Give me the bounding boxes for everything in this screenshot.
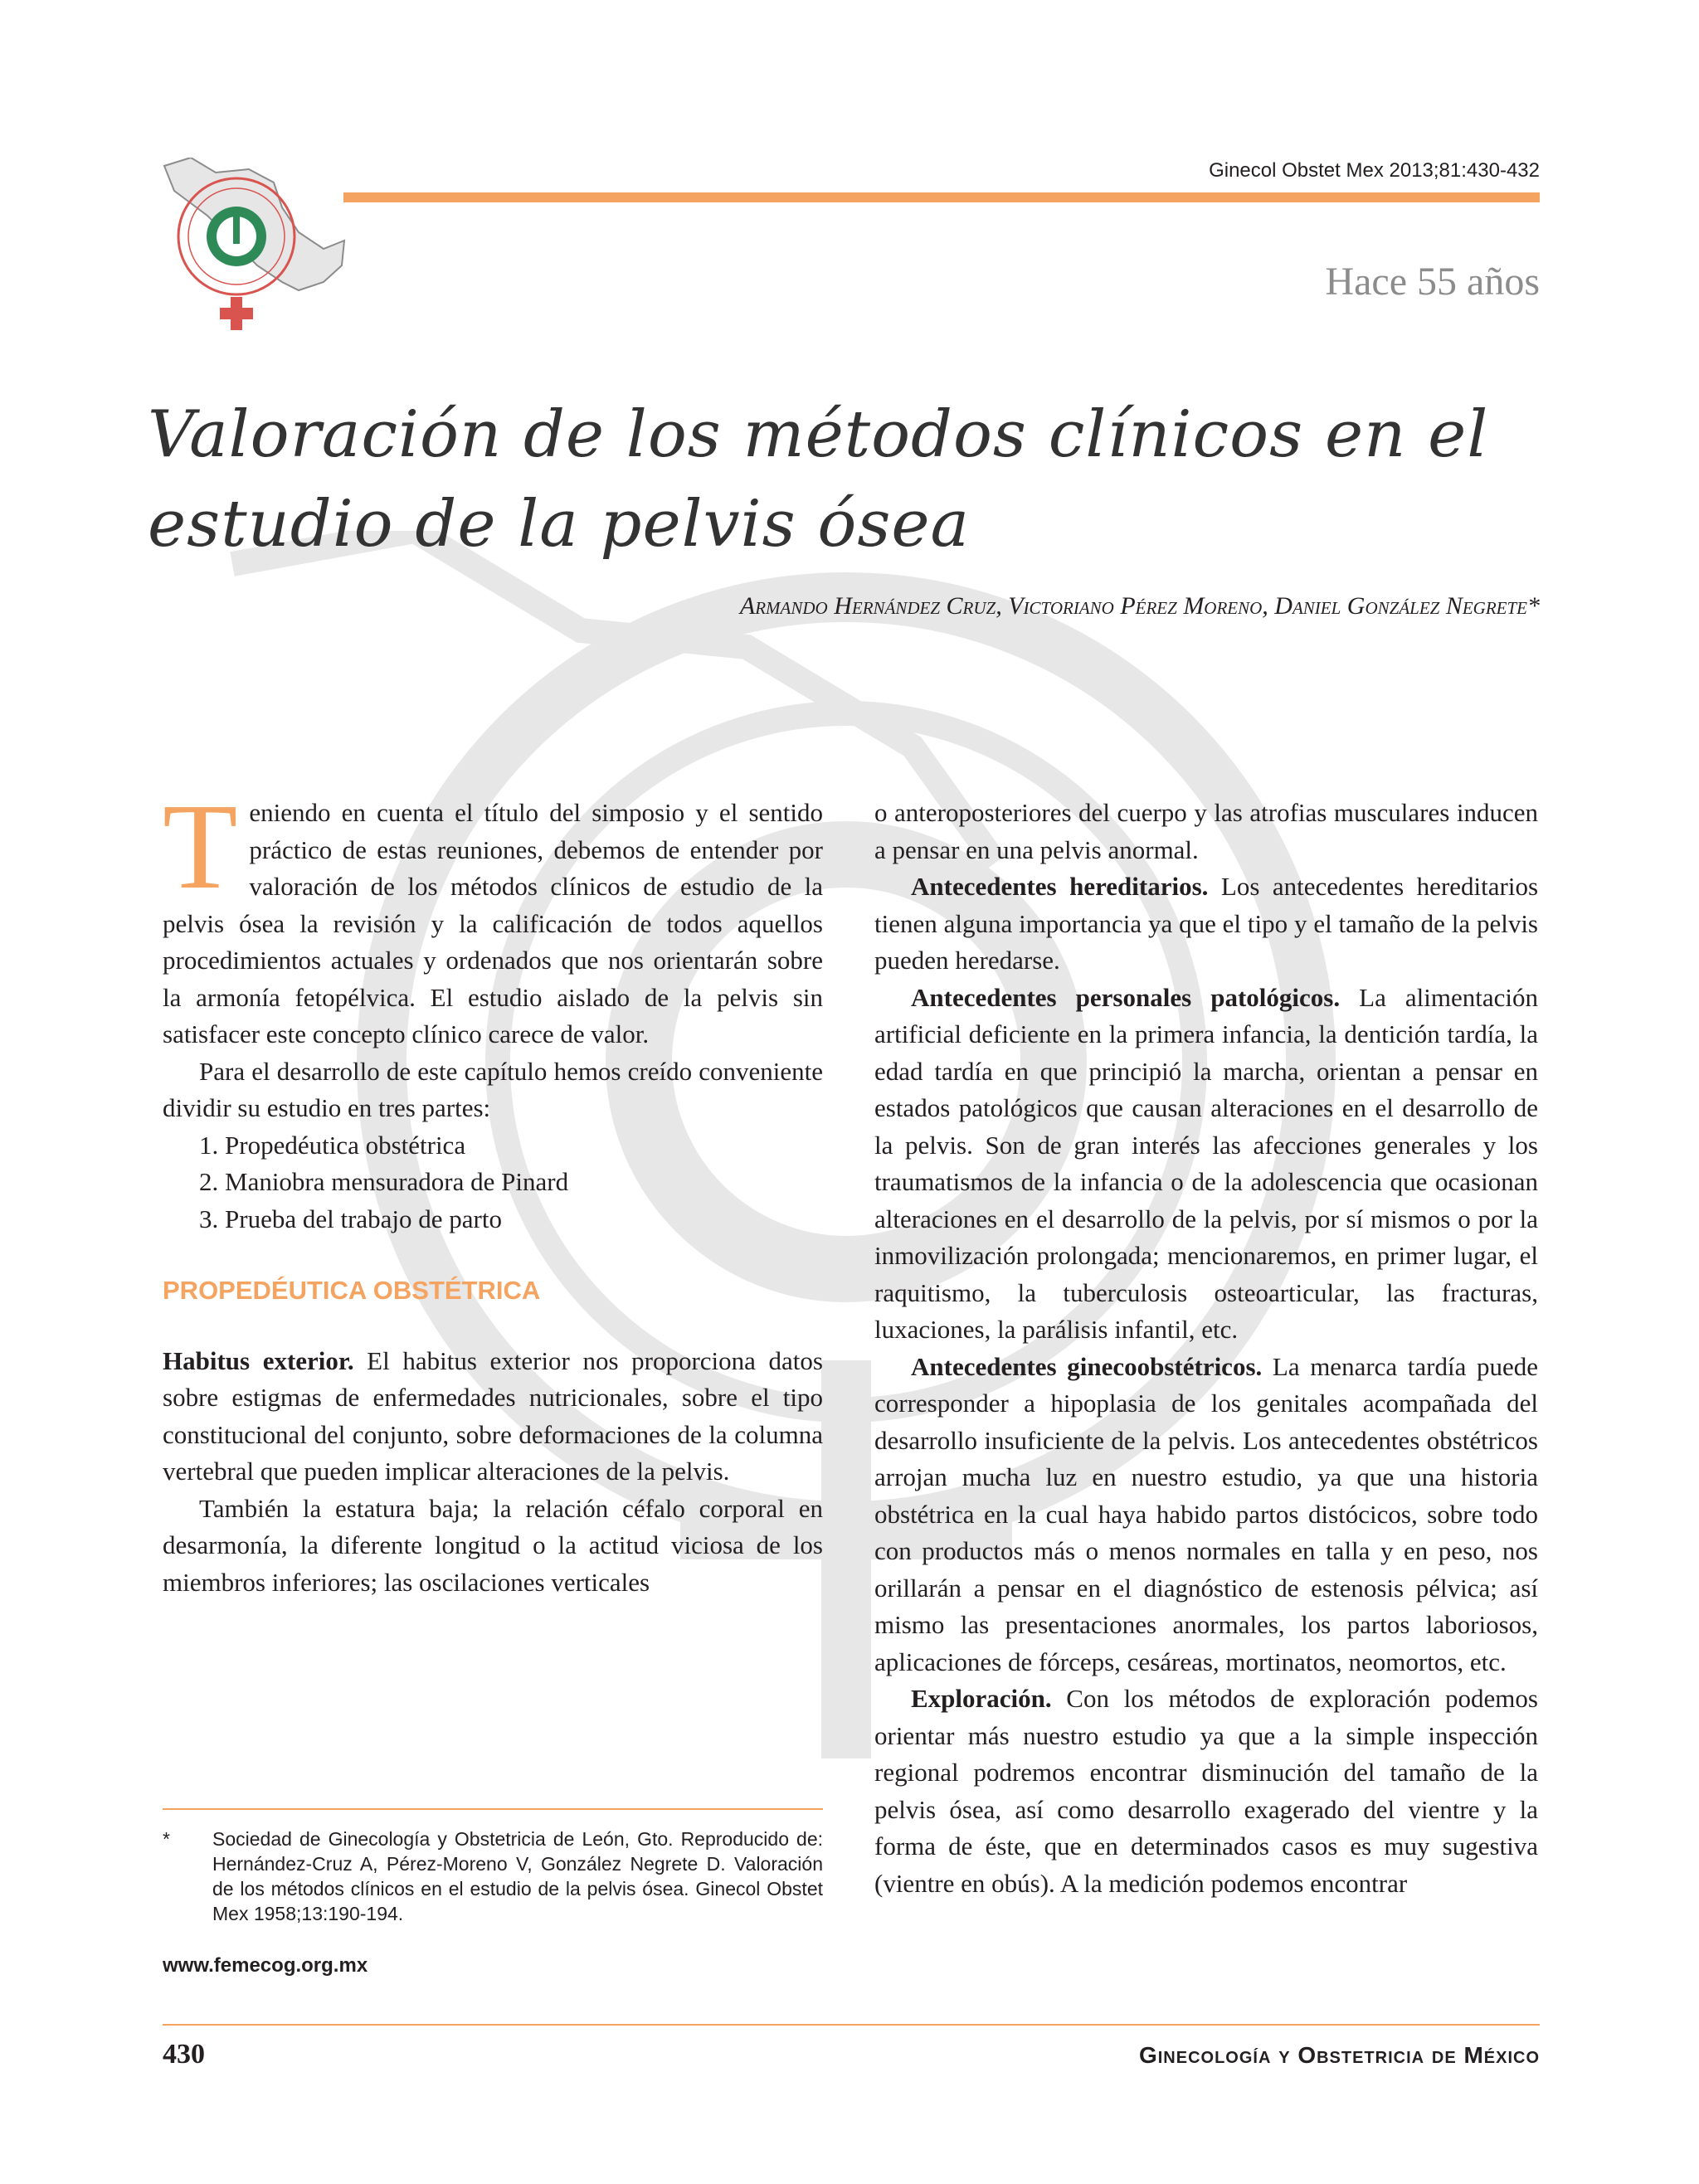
paragraph: o anteroposteriores del cuerpo y las atrofias musculares inducen a pensar en una pelvis anormal. xyxy=(874,798,1538,864)
paragraph xyxy=(163,1343,823,1491)
page-number: 430 xyxy=(163,2039,205,2070)
paragraph-lead: Antecedentes hereditarios. xyxy=(911,872,1209,901)
article-authors: Armando Hernández Cruz, Victoriano Pérez Moreno, Daniel González Negrete* xyxy=(739,592,1540,620)
paragraph-lead: Exploración. xyxy=(911,1684,1052,1713)
paragraph-body: La menarca tardía puede corresponder a hipoplasia de los genitales acompañada del desarrollo insuficiente de la pelvis. Los antecedentes obstétricos arrojan mucha luz en nuestro estudio, ya que una historia obstétrica en la cual haya habido partos distócicos, sobre todo con productos más o menos normales en talla y en peso, nos orillarán a pensar en el diagnóstico de estenosis pélvica; así mismo las presentaciones anormales, los partos laboriosos, aplicaciones de fórceps, cesáreas, mortinatos, neomortos, etc. xyxy=(874,1351,1538,1676)
drop-cap: T xyxy=(163,779,238,915)
footnote xyxy=(163,1826,823,1926)
intro-text: eniendo en cuenta el título del simposio y el sentido práctico de estas reuniones, debemos de entender por valoración de los métodos clínicos de estudio de la pelvis ósea la revisión y la calificación de todos aquellos procedimientos actuales y ordenados que nos orientarán sobre la armonía fetopélvica. El estudio aislado de la pelvis sin satisfacer este concepto clínico carece de valor. xyxy=(163,798,823,1048)
paragraph xyxy=(874,1349,1538,1681)
paragraph-lead: Antecedentes ginecoobstétricos. xyxy=(911,1351,1263,1381)
section-heading: PROPEDÉUTICA OBSTÉTRICA xyxy=(163,1276,541,1305)
paragraph-body: El habitus exterior nos proporciona datos sobre estigmas de enfermedades nutricionales, sobre el tipo constitucional del conjunto, sobre deformaciones de la columna vertebral que pueden implicar alteraciones de la pelvis. xyxy=(163,1345,823,1486)
list-item: 2. Maniobra mensuradora de Pinard xyxy=(199,1167,569,1196)
header-rule xyxy=(343,192,1540,202)
right-column xyxy=(874,795,1538,1902)
paragraph xyxy=(874,1681,1538,1902)
paragraph-lead: Antecedentes personales patológicos. xyxy=(911,982,1341,1012)
footnote-marker: * xyxy=(163,1828,170,1850)
paragraph xyxy=(874,980,1538,1349)
footnote-rule xyxy=(163,1808,823,1810)
website-link[interactable]: www.femecog.org.mx xyxy=(163,1954,368,1977)
section-label: Hace 55 años xyxy=(1325,260,1540,304)
paragraph-lead: Habitus exterior. xyxy=(163,1345,354,1375)
journal-citation: Ginecol Obstet Mex 2013;81:430-432 xyxy=(1209,159,1540,182)
list-item: 1. Propedéutica obstétrica xyxy=(199,1130,466,1160)
intro-paragraph xyxy=(163,779,823,1053)
paragraph: Para el desarrollo de este capítulo hemos creído conveniente dividir su estudio en tres partes: xyxy=(163,1056,823,1122)
paragraph xyxy=(874,868,1538,980)
paragraph-body: Con los métodos de exploración podemos orientar más nuestro estudio ya que a la simple inspección regional podremos encontrar disminución del tamaño de la pelvis ósea, así como desarrollo exagerado del vientre y la forma de éste, que en determinados casos es muy sugestiva (vientre en obús). A la medición podemos encontrar xyxy=(874,1684,1538,1898)
journal-name: Ginecología y Obstetricia de México xyxy=(1138,2042,1540,2068)
federation-logo-icon xyxy=(158,158,348,332)
left-column xyxy=(163,779,823,1601)
list-item: 3. Prueba del trabajo de parto xyxy=(199,1204,502,1233)
paragraph: También la estatura baja; la relación céfalo corporal en desarmonía, la diferente longitud o la actitud viciosa de los miembros inferiores; las oscilaciones verticales xyxy=(163,1493,823,1597)
footnote-text: Sociedad de Ginecología y Obstetricia de León, Gto. Reproducido de: Hernández-Cruz A, Pérez-Moreno V, González Negrete D. Valoración de los métodos clínicos en el estudio de la pelvis ósea. Ginecol Obstet Mex 1958;13:190-194. xyxy=(212,1828,823,1924)
footer-rule xyxy=(163,2024,1540,2026)
paragraph-body: La alimentación artificial deficiente en la primera infancia, la dentición tardía, la edad tardía en que principió la marcha, orientan a pensar en estados patológicos que causan alteraciones en el desarrollo de la pelvis. Son de gran interés las afecciones generales y los traumatismos de la infancia o de la adolescencia que ocasionan alteraciones en el desarrollo de la pelvis, por sí mismos o por la inmovilización prolongada; mencionaremos, en primer lugar, el raquitismo, la tuberculosis osteoarticular, las fracturas, luxaciones, la parálisis infantil, etc. xyxy=(874,982,1538,1344)
article-title: Valoración de los métodos clínicos en el estudio de la pelvis ósea xyxy=(148,397,1489,562)
paragraph-body: Los antecedentes hereditarios tienen alguna importancia ya que el tipo y el tamaño de la pelvis pueden heredarse. xyxy=(874,872,1539,975)
